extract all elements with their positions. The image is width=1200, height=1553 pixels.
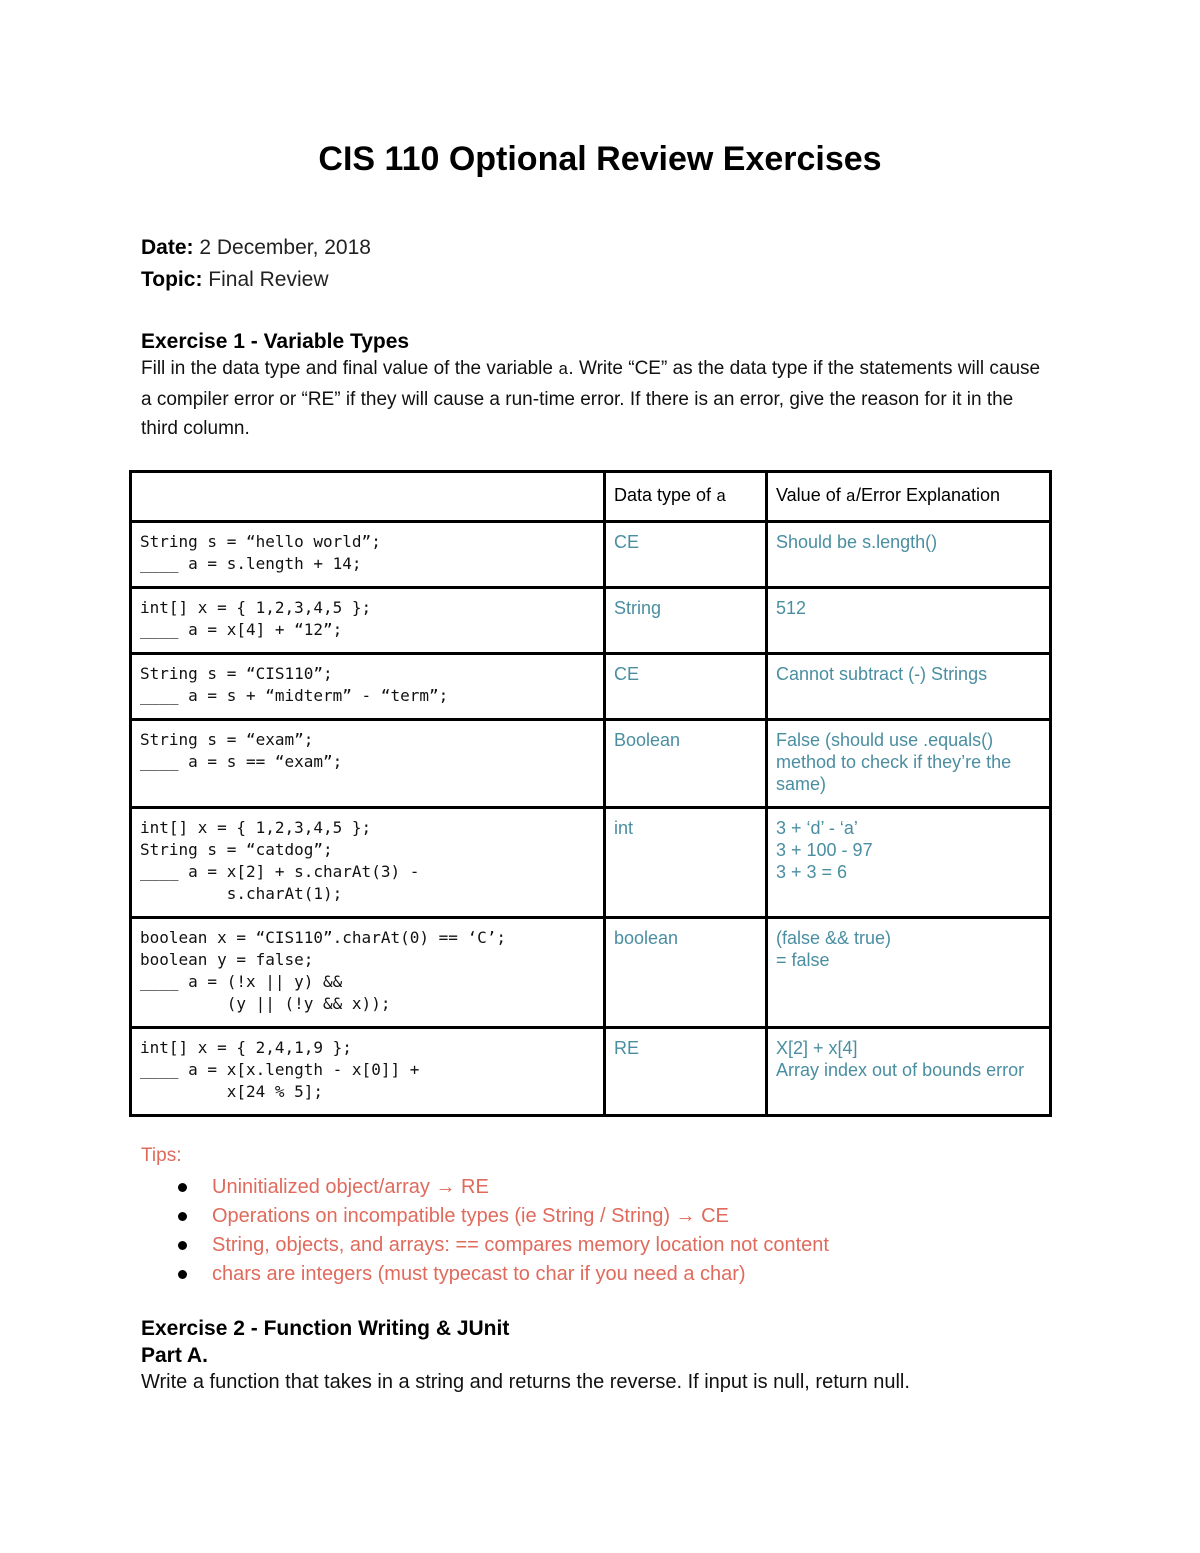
table-row [131,588,1051,654]
list-item [141,1260,829,1289]
bullet-icon [178,1183,187,1192]
table-row [131,808,1051,918]
table-row [131,1028,1051,1116]
row-code: String s = “hello world”; ____ a = s.length + 14; [131,522,605,588]
row-type: int [605,808,767,918]
row-type: CE [605,654,767,720]
table-row [131,522,1051,588]
tips-label: Tips: [141,1145,182,1166]
bullet-icon [178,1270,187,1279]
header-data-type [605,472,767,522]
row-explanation: Cannot subtract (-) Strings [767,654,1051,720]
variable-types-table [129,470,1052,1117]
row-explanation: Should be s.length() [767,522,1051,588]
list-item [141,1173,829,1202]
row-type: boolean [605,918,767,1028]
row-type: String [605,588,767,654]
date-line [141,236,371,260]
exercise2-part-label: Part A. [141,1344,208,1367]
table-header-row [131,472,1051,522]
table-row [131,720,1051,808]
exercise1-heading: Exercise 1 - Variable Types [141,330,410,353]
exercise1-desc-post: . Write “CE” as the data type if the statements will cause a compiler error or “RE” if they will cause a run-time error. If there is an error, give the reason for it in the third column. [141,358,1041,439]
row-code: int[] x = { 2,4,1,9 }; ____ a = x[x.length - x[0]] + x[24 % 5]; [131,1028,605,1116]
header-data-type-var: a [716,488,727,507]
header-code [131,472,605,522]
exercise2-description: Write a function that takes in a string and returns the reverse. If input is null, return null. [141,1371,910,1393]
tip-text: Uninitialized object/array → RE [212,1176,489,1198]
row-explanation: 512 [767,588,1051,654]
exercise1-desc-pre: Fill in the data type and final value of the variable [141,358,553,379]
row-type: Boolean [605,720,767,808]
topic-line [141,268,329,292]
topic-value: Final Review [208,268,329,291]
date-value: 2 December, 2018 [199,236,371,259]
tip-text: chars are integers (must typecast to char if you need a char) [212,1263,746,1285]
tips-list [141,1173,829,1289]
bullet-icon [178,1212,187,1221]
row-code: String s = “exam”; ____ a = s == “exam”; [131,720,605,808]
header-value-var: a [845,488,856,507]
tip-text: Operations on incompatible types (ie String / String) → CE [212,1205,729,1227]
row-type: RE [605,1028,767,1116]
exercise1-description [141,354,1041,443]
exercise1-desc-var: a [558,361,569,380]
list-item [141,1202,829,1231]
row-code: String s = “CIS110”; ____ a = s + “midterm” - “term”; [131,654,605,720]
row-code: boolean x = “CIS110”.charAt(0) == ‘C’; boolean y = false; ____ a = (!x || y) && (y || (!y && x)); [131,918,605,1028]
list-item [141,1231,829,1260]
header-data-type-label: Data type of [614,485,712,505]
row-code: int[] x = { 1,2,3,4,5 }; ____ a = x[4] + “12”; [131,588,605,654]
header-value [767,472,1051,522]
table-row [131,918,1051,1028]
row-type: CE [605,522,767,588]
date-label: Date: [141,236,194,259]
row-explanation: (false && true) = false [767,918,1051,1028]
tip-text: String, objects, and arrays: == compares memory location not content [212,1234,829,1256]
page-title: CIS 110 Optional Review Exercises [318,140,882,178]
header-value-label: Value of [776,485,841,505]
exercise2-heading: Exercise 2 - Function Writing & JUnit [141,1317,510,1340]
topic-label: Topic: [141,268,203,291]
row-explanation: 3 + ‘d’ - ‘a’ 3 + 100 - 97 3 + 3 = 6 [767,808,1051,918]
tips-section [141,1145,829,1289]
row-explanation: False (should use .equals() method to check if they’re the same) [767,720,1051,808]
row-code: int[] x = { 1,2,3,4,5 }; String s = “catdog”; ____ a = x[2] + s.charAt(3) - s.charAt(1); [131,808,605,918]
bullet-icon [178,1241,187,1250]
row-explanation: X[2] + x[4] Array index out of bounds error [767,1028,1051,1116]
header-value-suffix: /Error Explanation [855,485,1001,505]
table-row [131,654,1051,720]
